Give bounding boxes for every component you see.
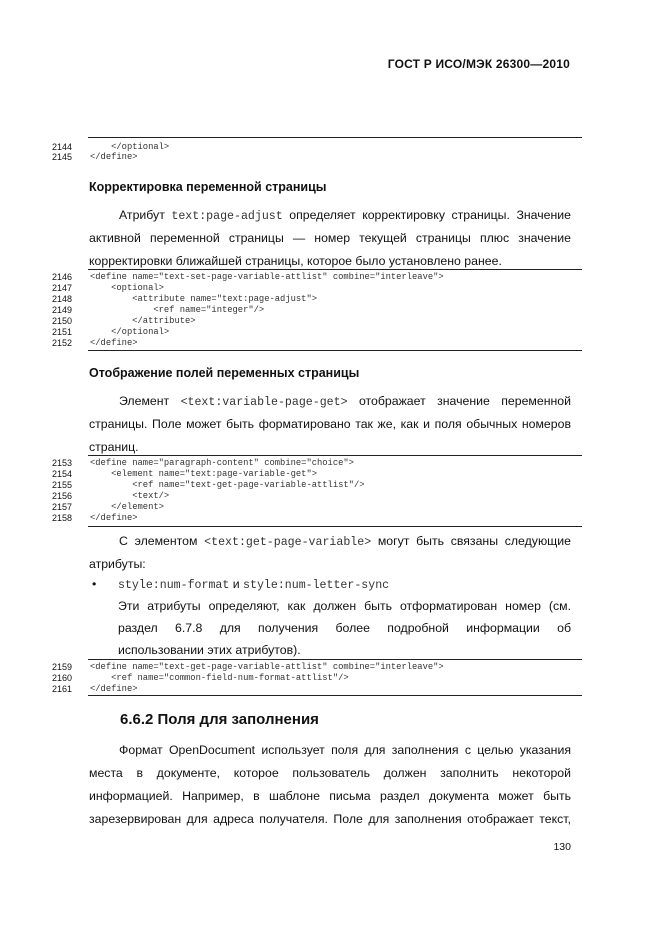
code-line: 2150 </attribute> [52, 316, 196, 326]
code-block-bottom-rule [88, 526, 582, 527]
code-block-1 [52, 137, 582, 163]
code-line: 2146 <define name="text-set-page-variable-attlist" combine="interleave"> [52, 272, 444, 282]
code-line: 2155 <ref name="text-get-page-variable-attlist"/> [52, 480, 365, 490]
code-line: 2161 </define> [52, 684, 138, 694]
section-heading-page-adjust: Корректировка переменной страницы [89, 180, 327, 194]
paragraph-page-variable-display: Элемент <text:variable-page-get> отображает значение переменной страницы. Поле может быть форматировано так же, как и поля обычных номеров страниц. [89, 394, 571, 454]
code-line: 2152 </define> [52, 338, 138, 348]
code-block-4 [52, 659, 582, 696]
code-block-top-rule [88, 269, 582, 270]
section-heading-fill-in-fields: 6.6.2 Поля для заполнения [120, 711, 319, 728]
paragraph-page-adjust: Атрибут text:page-adjust определяет корректировку страницы. Значение активной переменной страницы — номер текущей страницы плюс значение корректировки ближайшей страницы, которое было установлено ранее. [89, 208, 571, 268]
page-number: 130 [553, 841, 571, 853]
code-line: 2154 <element name="text:page-variable-get"> [52, 469, 317, 479]
bullet-description: Эти атрибуты определяют, как должен быть отформатирован номер (см. раздел 6.7.8 для получения более подробной информации об использовании этих атрибутов). [118, 599, 571, 657]
code-line: 2157 </element> [52, 502, 164, 512]
document-header: ГОСТ Р ИСО/МЭК 26300—2010 [387, 57, 570, 71]
paragraph-fill-in-fields: Формат OpenDocument использует поля для заполнения с целью указания места в документе, которое пользователь должен заполнить некоторой информацией. Например, в шаблоне письма раздел документа может быть зарезервирован для адреса получателя. Поле для заполнения отображает текст, [89, 743, 571, 826]
code-line: 2159 <define name="text-get-page-variable-attlist" combine="interleave"> [52, 662, 444, 672]
code-block-bottom-rule [88, 695, 582, 696]
code-line: 2148 <attribute name="text:page-adjust"> [52, 294, 317, 304]
code-block-2 [52, 269, 582, 351]
code-block-3 [52, 455, 582, 527]
code-line: 2156 <text/> [52, 491, 170, 501]
code-line: 2158 </define> [52, 513, 138, 523]
bullet-marker: • [92, 577, 97, 591]
code-line: 2147 <optional> [52, 283, 164, 293]
code-line: 2160 <ref name="common-field-num-format-attlist"/> [52, 673, 349, 683]
code-line: 2144 </optional> [52, 142, 170, 152]
bullet-item: • style:num-format и style:num-letter-sync [118, 573, 389, 595]
code-line: 2151 </optional> [52, 327, 170, 337]
code-block-top-rule [88, 455, 582, 456]
section-heading-page-variable-display: Отображение полей переменных страницы [89, 366, 360, 380]
code-block-top-rule [88, 137, 582, 138]
code-block-bottom-rule [88, 350, 582, 351]
paragraph-get-page-variable: С элементом <text:get-page-variable> могут быть связаны следующие атрибуты: [89, 534, 571, 571]
code-block-top-rule [88, 659, 582, 660]
code-line: 2153 <define name="paragraph-content" combine="choice"> [52, 458, 354, 468]
code-line: 2149 <ref name="integer"/> [52, 305, 265, 315]
code-line: 2145 </define> [52, 152, 138, 162]
